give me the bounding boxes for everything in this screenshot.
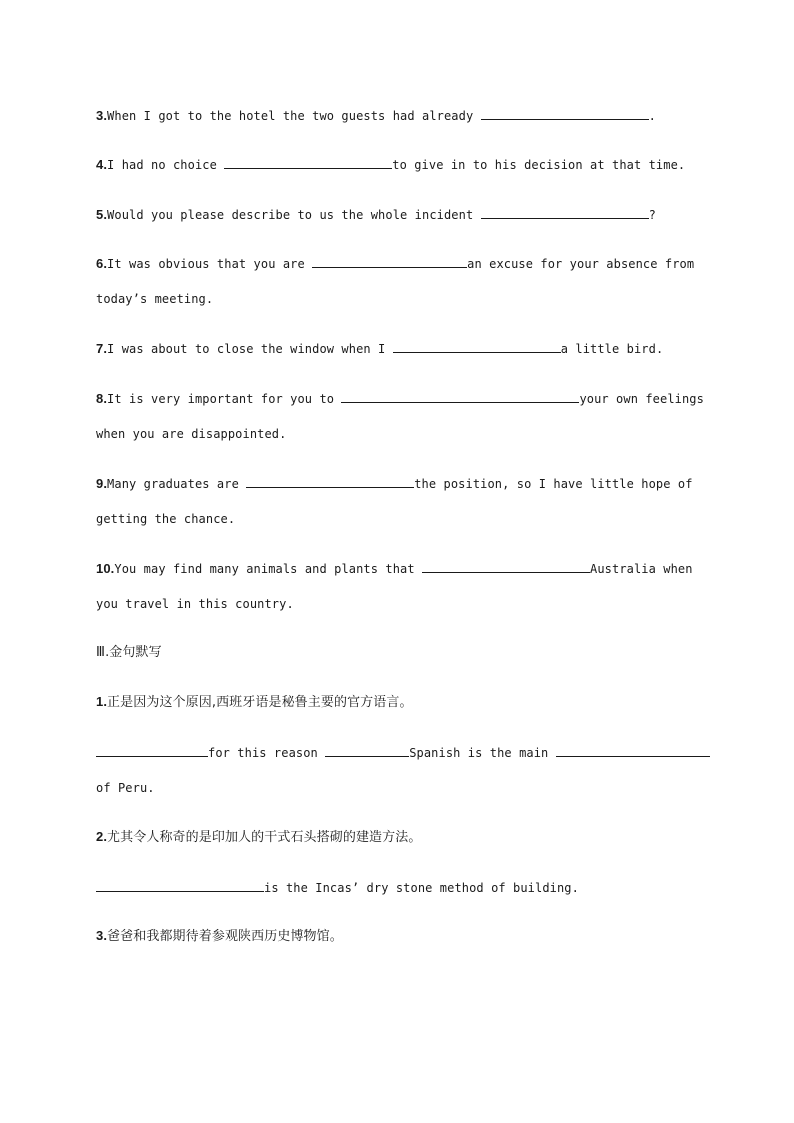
question-text: It is very important for you to — [107, 392, 342, 406]
sentence-2-prompt — [96, 829, 421, 846]
sentence-2-answer — [96, 879, 579, 896]
section-title: Ⅲ.金句默写 — [96, 645, 162, 660]
question-number: 5. — [96, 207, 108, 222]
question-9 — [96, 475, 693, 492]
answer-blank[interactable] — [96, 879, 264, 892]
sentence-1-prompt — [96, 694, 413, 711]
question-number: 3. — [96, 108, 108, 123]
answer-blank[interactable] — [341, 390, 579, 403]
chinese-sentence: 正是因为这个原因,西班牙语是秘鲁主要的官方语言。 — [107, 695, 413, 710]
question-text-end: . — [648, 109, 656, 123]
question-8-continuation: when you are disappointed. — [96, 427, 287, 441]
sentence-number: 3. — [96, 928, 108, 943]
question-text-end: an excuse for your absence from — [467, 257, 695, 271]
answer-blank[interactable] — [422, 560, 590, 573]
question-5 — [96, 206, 656, 223]
question-text: Would you please describe to us the whole incident — [107, 208, 481, 222]
chinese-sentence: 爸爸和我都期待着参观陕西历史博物馆。 — [107, 929, 343, 944]
answer-blank[interactable] — [481, 206, 649, 219]
question-text-end: to give in to his decision at that time. — [392, 158, 686, 172]
answer-blank[interactable] — [556, 744, 710, 757]
sentence-number: 1. — [96, 694, 108, 709]
answer-blank[interactable] — [96, 744, 208, 757]
question-4 — [96, 156, 685, 173]
question-text: Many graduates are — [107, 477, 247, 491]
question-text: It was obvious that you are — [107, 257, 313, 271]
question-text: You may find many animals and plants that — [114, 562, 423, 576]
question-number: 6. — [96, 256, 108, 271]
sentence-1-continuation: of Peru. — [96, 781, 155, 795]
question-number: 10. — [96, 561, 115, 576]
question-text: I was about to close the window when I — [107, 342, 393, 356]
question-text-end: your own feelings — [579, 392, 704, 406]
question-number: 8. — [96, 391, 108, 406]
sentence-number: 2. — [96, 829, 108, 844]
answer-blank[interactable] — [393, 340, 561, 353]
answer-blank[interactable] — [246, 475, 414, 488]
question-9-continuation: getting the chance. — [96, 512, 236, 526]
question-7 — [96, 340, 663, 357]
sentence-3-prompt — [96, 928, 343, 945]
question-10 — [96, 560, 693, 577]
question-10-continuation: you travel in this country. — [96, 597, 294, 611]
question-3 — [96, 107, 656, 124]
question-text-end: the position, so I have little hope of — [414, 477, 693, 491]
question-8 — [96, 390, 704, 407]
answer-blank[interactable] — [224, 156, 392, 169]
answer-blank[interactable] — [325, 744, 409, 757]
question-text: When I got to the hotel the two guests had already — [107, 109, 481, 123]
answer-text: Spanish is the main — [409, 746, 556, 760]
sentence-1-answer — [96, 744, 710, 761]
question-text-end: ? — [648, 208, 656, 222]
question-6 — [96, 255, 694, 272]
question-number: 9. — [96, 476, 108, 491]
question-text: I had no choice — [107, 158, 225, 172]
answer-text: is the Incas’ dry stone method of building. — [264, 881, 579, 895]
question-number: 4. — [96, 157, 108, 172]
question-number: 7. — [96, 341, 108, 356]
question-6-continuation: today’s meeting. — [96, 292, 214, 306]
chinese-sentence: 尤其令人称奇的是印加人的干式石头搭砌的建造方法。 — [107, 830, 422, 845]
answer-text: for this reason — [208, 746, 326, 760]
answer-blank[interactable] — [312, 255, 467, 268]
answer-blank[interactable] — [481, 107, 649, 120]
question-text-end: a little bird. — [560, 342, 664, 356]
question-text-end: Australia when — [590, 562, 693, 576]
